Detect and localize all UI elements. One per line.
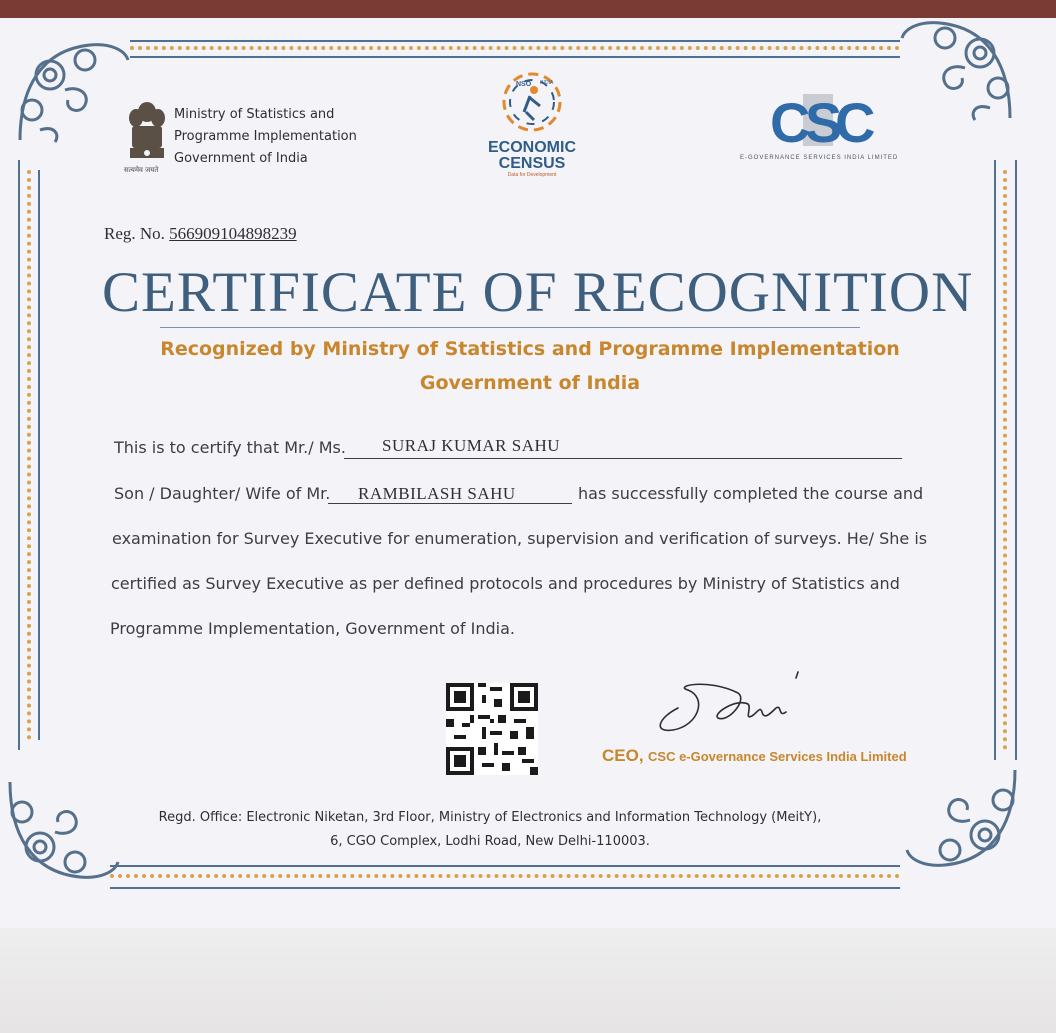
name-fill-line [344, 458, 902, 459]
ministry-line-2: Programme Implementation [174, 129, 357, 144]
ministry-heading [174, 104, 357, 170]
recognition-line-2: Government of India [419, 372, 641, 394]
border-right-dots [1003, 170, 1011, 750]
relation-prefix: Son / Daughter/ Wife of Mr. [114, 484, 331, 503]
economic-census-logo [482, 68, 582, 184]
registration-label: Reg. No. [104, 224, 165, 243]
border-bottom-line-inner [110, 887, 900, 889]
body-line-3: examination for Survey Executive for enumeration, supervision and verification of surveys. He/ She is [112, 529, 928, 548]
corner-ornament-top-right [900, 8, 1020, 128]
ministry-line-1: Ministry of Statistics and [174, 107, 335, 122]
corner-ornament-top-left [10, 30, 130, 150]
paper-below [0, 928, 1056, 1033]
border-left-line-inner [38, 170, 40, 740]
corner-ornament-bottom-right [905, 760, 1025, 880]
signatory-organisation: CSC e-Governance Services India Limited [648, 749, 907, 764]
body-line-5: Programme Implementation, Government of India. [110, 619, 515, 638]
border-right-line [1015, 160, 1017, 760]
census-tagline: Data for Development [507, 172, 557, 178]
certify-prefix: This is to certify that Mr./ Ms. [114, 438, 346, 457]
corner-ornament-bottom-left [0, 772, 120, 892]
border-left-line [18, 160, 20, 750]
recognition-line-1: Recognized by Ministry of Statistics and Programme Implementation [160, 338, 900, 360]
border-right-line-inner [994, 160, 996, 760]
border-left-dots [27, 170, 35, 740]
recipient-name: SURAJ KUMAR SAHU [382, 436, 561, 455]
csc-letter-3: C [835, 91, 876, 154]
csc-logo [770, 91, 876, 154]
csc-tagline: E-GOVERNANCE SERVICES INDIA LIMITED [740, 155, 899, 161]
parent-name: RAMBILASH SAHU [358, 484, 516, 503]
census-emblem-icon [482, 68, 582, 136]
csc-letter-1: C [770, 91, 811, 154]
office-line-2: 6, CGO Complex, Lodhi Road, New Delhi-110003. [330, 834, 650, 849]
office-line-1: Regd. Office: Electronic Niketan, 3rd Floor, Ministry of Electronics and Information Technology (MeitY), [158, 810, 822, 825]
qr-code [446, 683, 538, 775]
registration [104, 224, 297, 244]
certificate-title: CERTIFICATE OF RECOGNITION [102, 261, 974, 324]
national-emblem-icon [126, 98, 168, 176]
relation-suffix: has successfully completed the course and [578, 484, 924, 503]
registration-number: 566909104898239 [169, 224, 297, 243]
border-top-line [130, 40, 900, 42]
ministry-line-3: Government of India [174, 151, 308, 166]
border-bottom-line [110, 865, 900, 867]
title-underline [160, 327, 860, 328]
ceo-signature [648, 668, 818, 748]
emblem-caption: सत्यमेव जयते [124, 166, 159, 174]
border-top-dots [130, 46, 900, 54]
csc-letter-2: S [805, 91, 843, 154]
census-line-2: CENSUS [498, 155, 566, 172]
census-line-1: ECONOMIC [488, 139, 576, 156]
signatory [602, 746, 907, 766]
signatory-title: CEO, [602, 746, 644, 765]
census-badge-nso: NSO [516, 81, 532, 88]
census-badge-india: INDIA [540, 80, 554, 86]
border-top-line-inner [130, 56, 900, 58]
body-line-4: certified as Survey Executive as per defined protocols and procedures by Ministry of Statistics and [111, 574, 900, 593]
border-bottom-dots [110, 874, 900, 882]
